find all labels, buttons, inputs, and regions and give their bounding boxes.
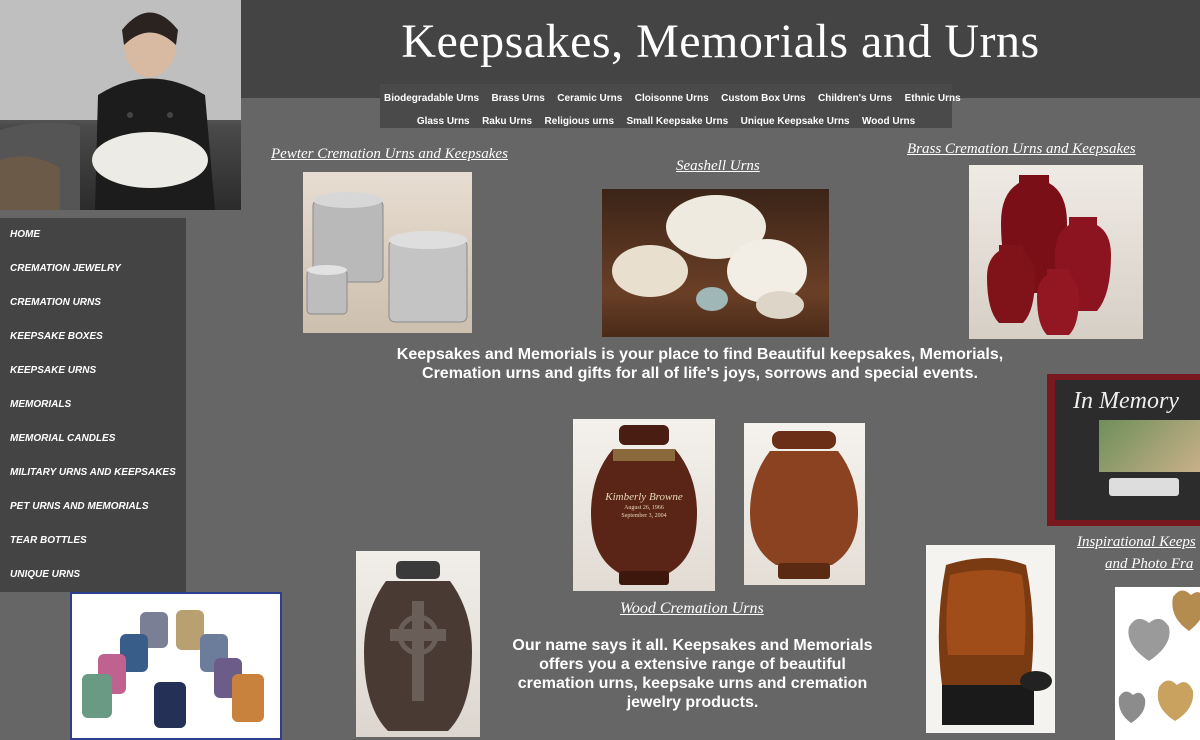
brass-urns-link[interactable]: Brass Cremation Urns and Keepsakes: [907, 141, 1136, 157]
seashell-urns-image[interactable]: [602, 189, 829, 337]
nav-brass-urns[interactable]: Brass Urns: [491, 93, 545, 104]
urn-engraving-date2: September 3, 2004: [621, 513, 667, 519]
nav-religious-urns[interactable]: Religious urns: [544, 116, 614, 127]
hero-photo: [0, 0, 241, 210]
side-item-tear-bottles[interactable]: TEAR BOTTLES: [10, 535, 87, 546]
nav-cloisonne-urns[interactable]: Cloisonne Urns: [634, 93, 709, 104]
in-memory-text: In Memory: [1073, 388, 1179, 414]
nav-wood-urns[interactable]: Wood Urns: [862, 116, 916, 127]
in-memory-frame-image[interactable]: [1047, 374, 1200, 526]
urn-engraving-name: Kimberly Browne: [605, 491, 683, 503]
side-item-keepsake-boxes[interactable]: KEEPSAKE BOXES: [10, 331, 103, 342]
about-line-2: offers you a extensive range of beautiful: [539, 656, 846, 673]
wood-urns-link[interactable]: Wood Cremation Urns: [620, 600, 764, 617]
about-text: [490, 636, 895, 712]
keepsake-urns-image[interactable]: [70, 592, 282, 740]
side-item-military-urns[interactable]: MILITARY URNS AND KEEPSAKES: [10, 467, 176, 478]
brass-urns-image[interactable]: [969, 165, 1143, 339]
nav-glass-urns[interactable]: Glass Urns: [416, 116, 470, 127]
about-line-4: jewelry products.: [626, 694, 759, 711]
about-line-1: Our name says it all. Keepsakes and Memorials: [512, 637, 873, 654]
nav-ceramic-urns[interactable]: Ceramic Urns: [557, 93, 623, 104]
seashell-urns-link[interactable]: Seashell Urns: [676, 158, 760, 174]
side-item-home[interactable]: HOME: [10, 229, 40, 240]
nav-raku-urns[interactable]: Raku Urns: [482, 116, 533, 127]
side-item-keepsake-urns[interactable]: KEEPSAKE URNS: [10, 365, 97, 376]
side-item-cremation-urns[interactable]: CREMATION URNS: [10, 297, 101, 308]
nav-custom-box-urns[interactable]: Custom Box Urns: [721, 93, 806, 104]
pewter-urns-image[interactable]: [303, 172, 472, 333]
pewter-urns-link[interactable]: Pewter Cremation Urns and Keepsakes: [271, 146, 508, 162]
side-item-memorial-candles[interactable]: MEMORIAL CANDLES: [10, 433, 116, 444]
inspirational-link-line2[interactable]: and Photo Fra: [1105, 556, 1194, 572]
nav-childrens-urns[interactable]: Children's Urns: [818, 93, 893, 104]
site-title: Keepsakes, Memorials and Urns: [401, 15, 1040, 68]
nav-biodegradable-urns[interactable]: Biodegradable Urns: [384, 93, 480, 104]
nav-small-keepsake-urns[interactable]: Small Keepsake Urns: [626, 116, 729, 127]
side-item-cremation-jewelry[interactable]: CREMATION JEWELRY: [10, 263, 121, 274]
side-item-unique-urns[interactable]: UNIQUE URNS: [10, 569, 81, 580]
nav-unique-keepsake-urns[interactable]: Unique Keepsake Urns: [740, 116, 850, 127]
urn-engraving-date: August 26, 1966: [624, 505, 664, 511]
plain-wood-urn-image[interactable]: [744, 423, 865, 585]
intro-line-2: Cremation urns and gifts for all of life's joys, sorrows and special events.: [422, 365, 978, 382]
side-item-pet-urns[interactable]: PET URNS AND MEMORIALS: [10, 501, 149, 512]
side-nav: [0, 218, 186, 592]
glass-urn-image[interactable]: [926, 545, 1055, 733]
intro-text: [360, 345, 1040, 383]
nav-ethnic-urns[interactable]: Ethnic Urns: [904, 93, 961, 104]
about-line-3: cremation urns, keepsake urns and cremation: [517, 675, 868, 692]
inspirational-link-line1[interactable]: Inspirational Keeps: [1077, 534, 1196, 550]
engraved-wood-urn-image[interactable]: [573, 419, 715, 591]
raku-celtic-urn-image[interactable]: [356, 551, 480, 737]
heart-keepsakes-image[interactable]: [1115, 587, 1200, 740]
side-item-memorials[interactable]: MEMORIALS: [10, 399, 72, 410]
top-nav: [380, 84, 961, 128]
intro-line-1: Keepsakes and Memorials is your place to find Beautiful keepsakes, Memorials,: [396, 346, 1004, 363]
